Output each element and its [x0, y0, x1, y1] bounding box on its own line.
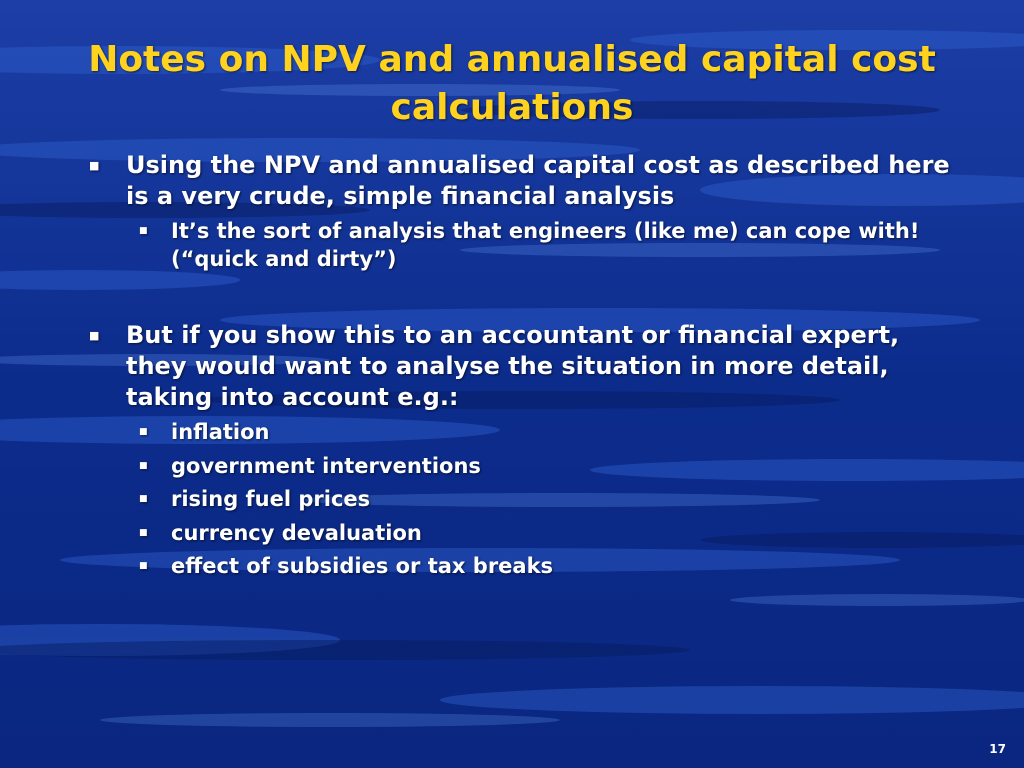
square-bullet-icon: ■ — [139, 226, 148, 236]
bullet-2-sub-5 — [139, 552, 961, 580]
square-bullet-icon: ■ — [89, 329, 100, 342]
bullet-2-sub-3-text: rising fuel prices — [171, 487, 371, 511]
bullet-2-sub-1-text: inflation — [171, 420, 270, 444]
bullet-1-sub-1 — [139, 217, 961, 273]
bullet-1 — [89, 150, 956, 212]
bullet-2-sub-4-text: currency devaluation — [171, 520, 422, 545]
slide-title: Notes on NPV and annualised capital cost calculations — [88, 39, 936, 128]
page-number: 17 — [989, 742, 1006, 756]
square-bullet-icon: ■ — [139, 427, 148, 437]
square-bullet-icon: ■ — [139, 494, 148, 504]
bullet-1-text: Using the NPV and annualised capital cost as described here is a very crude, simple financial analysis — [126, 151, 950, 210]
bullet-1-sub-1-text: It’s the sort of analysis that engineers (like me) can cope with! (“quick and dirty”) — [171, 219, 920, 271]
bullet-2-sub-1 — [139, 418, 961, 446]
bullet-2 — [89, 320, 956, 413]
slide-body — [0, 150, 1024, 586]
bullet-2-sub-3 — [139, 485, 961, 513]
bullet-2-sub-4 — [139, 519, 961, 547]
bullet-2-sublist — [0, 418, 1024, 580]
square-bullet-icon: ■ — [139, 527, 148, 538]
bullet-2-sub-2-text: government interventions — [171, 453, 481, 478]
bullet-2-sub-5-text: effect of subsidies or tax breaks — [171, 554, 554, 578]
bullet-2-sub-2 — [139, 452, 961, 480]
square-bullet-icon: ■ — [139, 460, 148, 471]
square-bullet-icon: ■ — [89, 159, 100, 172]
square-bullet-icon: ■ — [139, 561, 148, 571]
bullet-2-text: But if you show this to an accountant or financial expert, they would want to analyse the situation in more detail, taking into account e.g.: — [126, 321, 900, 411]
